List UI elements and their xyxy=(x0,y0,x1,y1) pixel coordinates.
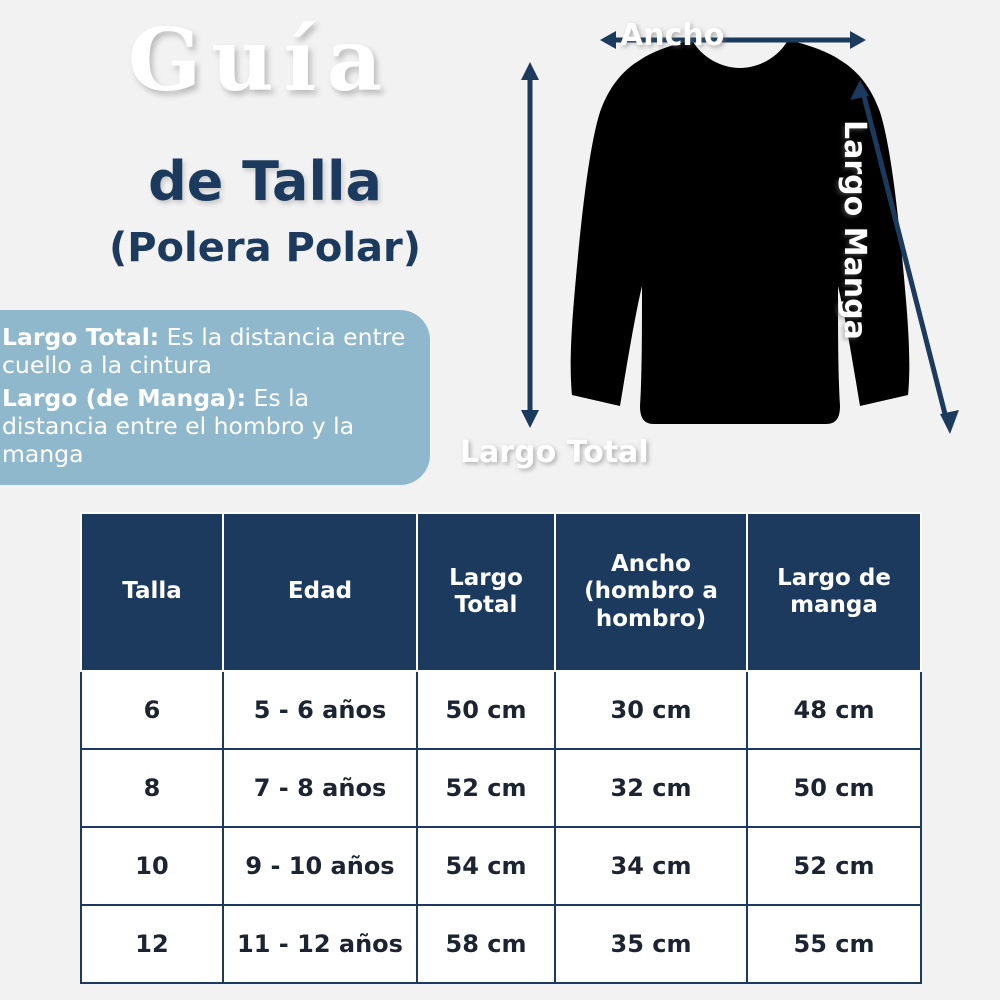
width-arrow-head-left xyxy=(600,31,616,49)
cell-ancho: 30 cm xyxy=(555,671,747,749)
length-arrow-head-top xyxy=(521,62,539,80)
table-header-row xyxy=(81,513,921,671)
page-subtitle: de Talla xyxy=(148,150,382,213)
cell-talla: 8 xyxy=(81,749,223,827)
info-text-largo-manga: Es la distancia entre el hombro y la manga xyxy=(2,384,354,468)
column-header-largo-total: Largo Total xyxy=(417,513,555,671)
info-line-largo-manga xyxy=(2,385,408,468)
info-label-largo-total: Largo Total: xyxy=(2,323,160,351)
size-table xyxy=(80,512,922,984)
cell-ancho: 35 cm xyxy=(555,905,747,983)
garment-illustration xyxy=(440,0,1000,500)
label-largo-total: Largo Total xyxy=(460,435,649,470)
cell-talla: 6 xyxy=(81,671,223,749)
cell-largo-manga: 50 cm xyxy=(747,749,921,827)
header-zone xyxy=(0,0,500,500)
cell-edad: 11 - 12 años xyxy=(223,905,417,983)
table-row xyxy=(81,905,921,983)
cell-ancho: 34 cm xyxy=(555,827,747,905)
info-box xyxy=(0,310,430,485)
column-header-largo-manga: Largo de manga xyxy=(747,513,921,671)
cell-talla: 10 xyxy=(81,827,223,905)
table-row xyxy=(81,827,921,905)
page-subtitle-product: (Polera Polar) xyxy=(108,225,422,271)
info-label-largo-manga: Largo (de Manga): xyxy=(2,384,247,413)
cell-largo-total: 54 cm xyxy=(417,827,555,905)
cell-edad: 9 - 10 años xyxy=(223,827,417,905)
width-arrow-head-right xyxy=(850,31,866,49)
cell-edad: 5 - 6 años xyxy=(223,671,417,749)
cell-largo-manga: 48 cm xyxy=(747,671,921,749)
cell-largo-manga: 55 cm xyxy=(747,905,921,983)
cell-edad: 7 - 8 años xyxy=(223,749,417,827)
cell-ancho: 32 cm xyxy=(555,749,747,827)
column-header-edad: Edad xyxy=(223,513,417,671)
sleeve-arrow-head-bottom xyxy=(940,410,959,434)
cell-largo-total: 50 cm xyxy=(417,671,555,749)
label-ancho: Ancho xyxy=(620,18,725,53)
length-arrow-head-bottom xyxy=(521,410,539,428)
table-row xyxy=(81,749,921,827)
cell-largo-total: 58 cm xyxy=(417,905,555,983)
column-header-talla: Talla xyxy=(81,513,223,671)
table-row xyxy=(81,671,921,749)
info-line-largo-total xyxy=(2,324,408,379)
size-table-container xyxy=(80,512,920,984)
garment-svg xyxy=(440,0,1000,500)
page-title: Guía xyxy=(127,10,393,111)
cell-largo-manga: 52 cm xyxy=(747,827,921,905)
label-largo-manga: Largo Manga xyxy=(837,120,872,340)
cell-largo-total: 52 cm xyxy=(417,749,555,827)
cell-talla: 12 xyxy=(81,905,223,983)
info-text-largo-total: Es la distancia entre cuello a la cintura xyxy=(2,323,406,379)
column-header-ancho: Ancho (hombro a hombro) xyxy=(555,513,747,671)
